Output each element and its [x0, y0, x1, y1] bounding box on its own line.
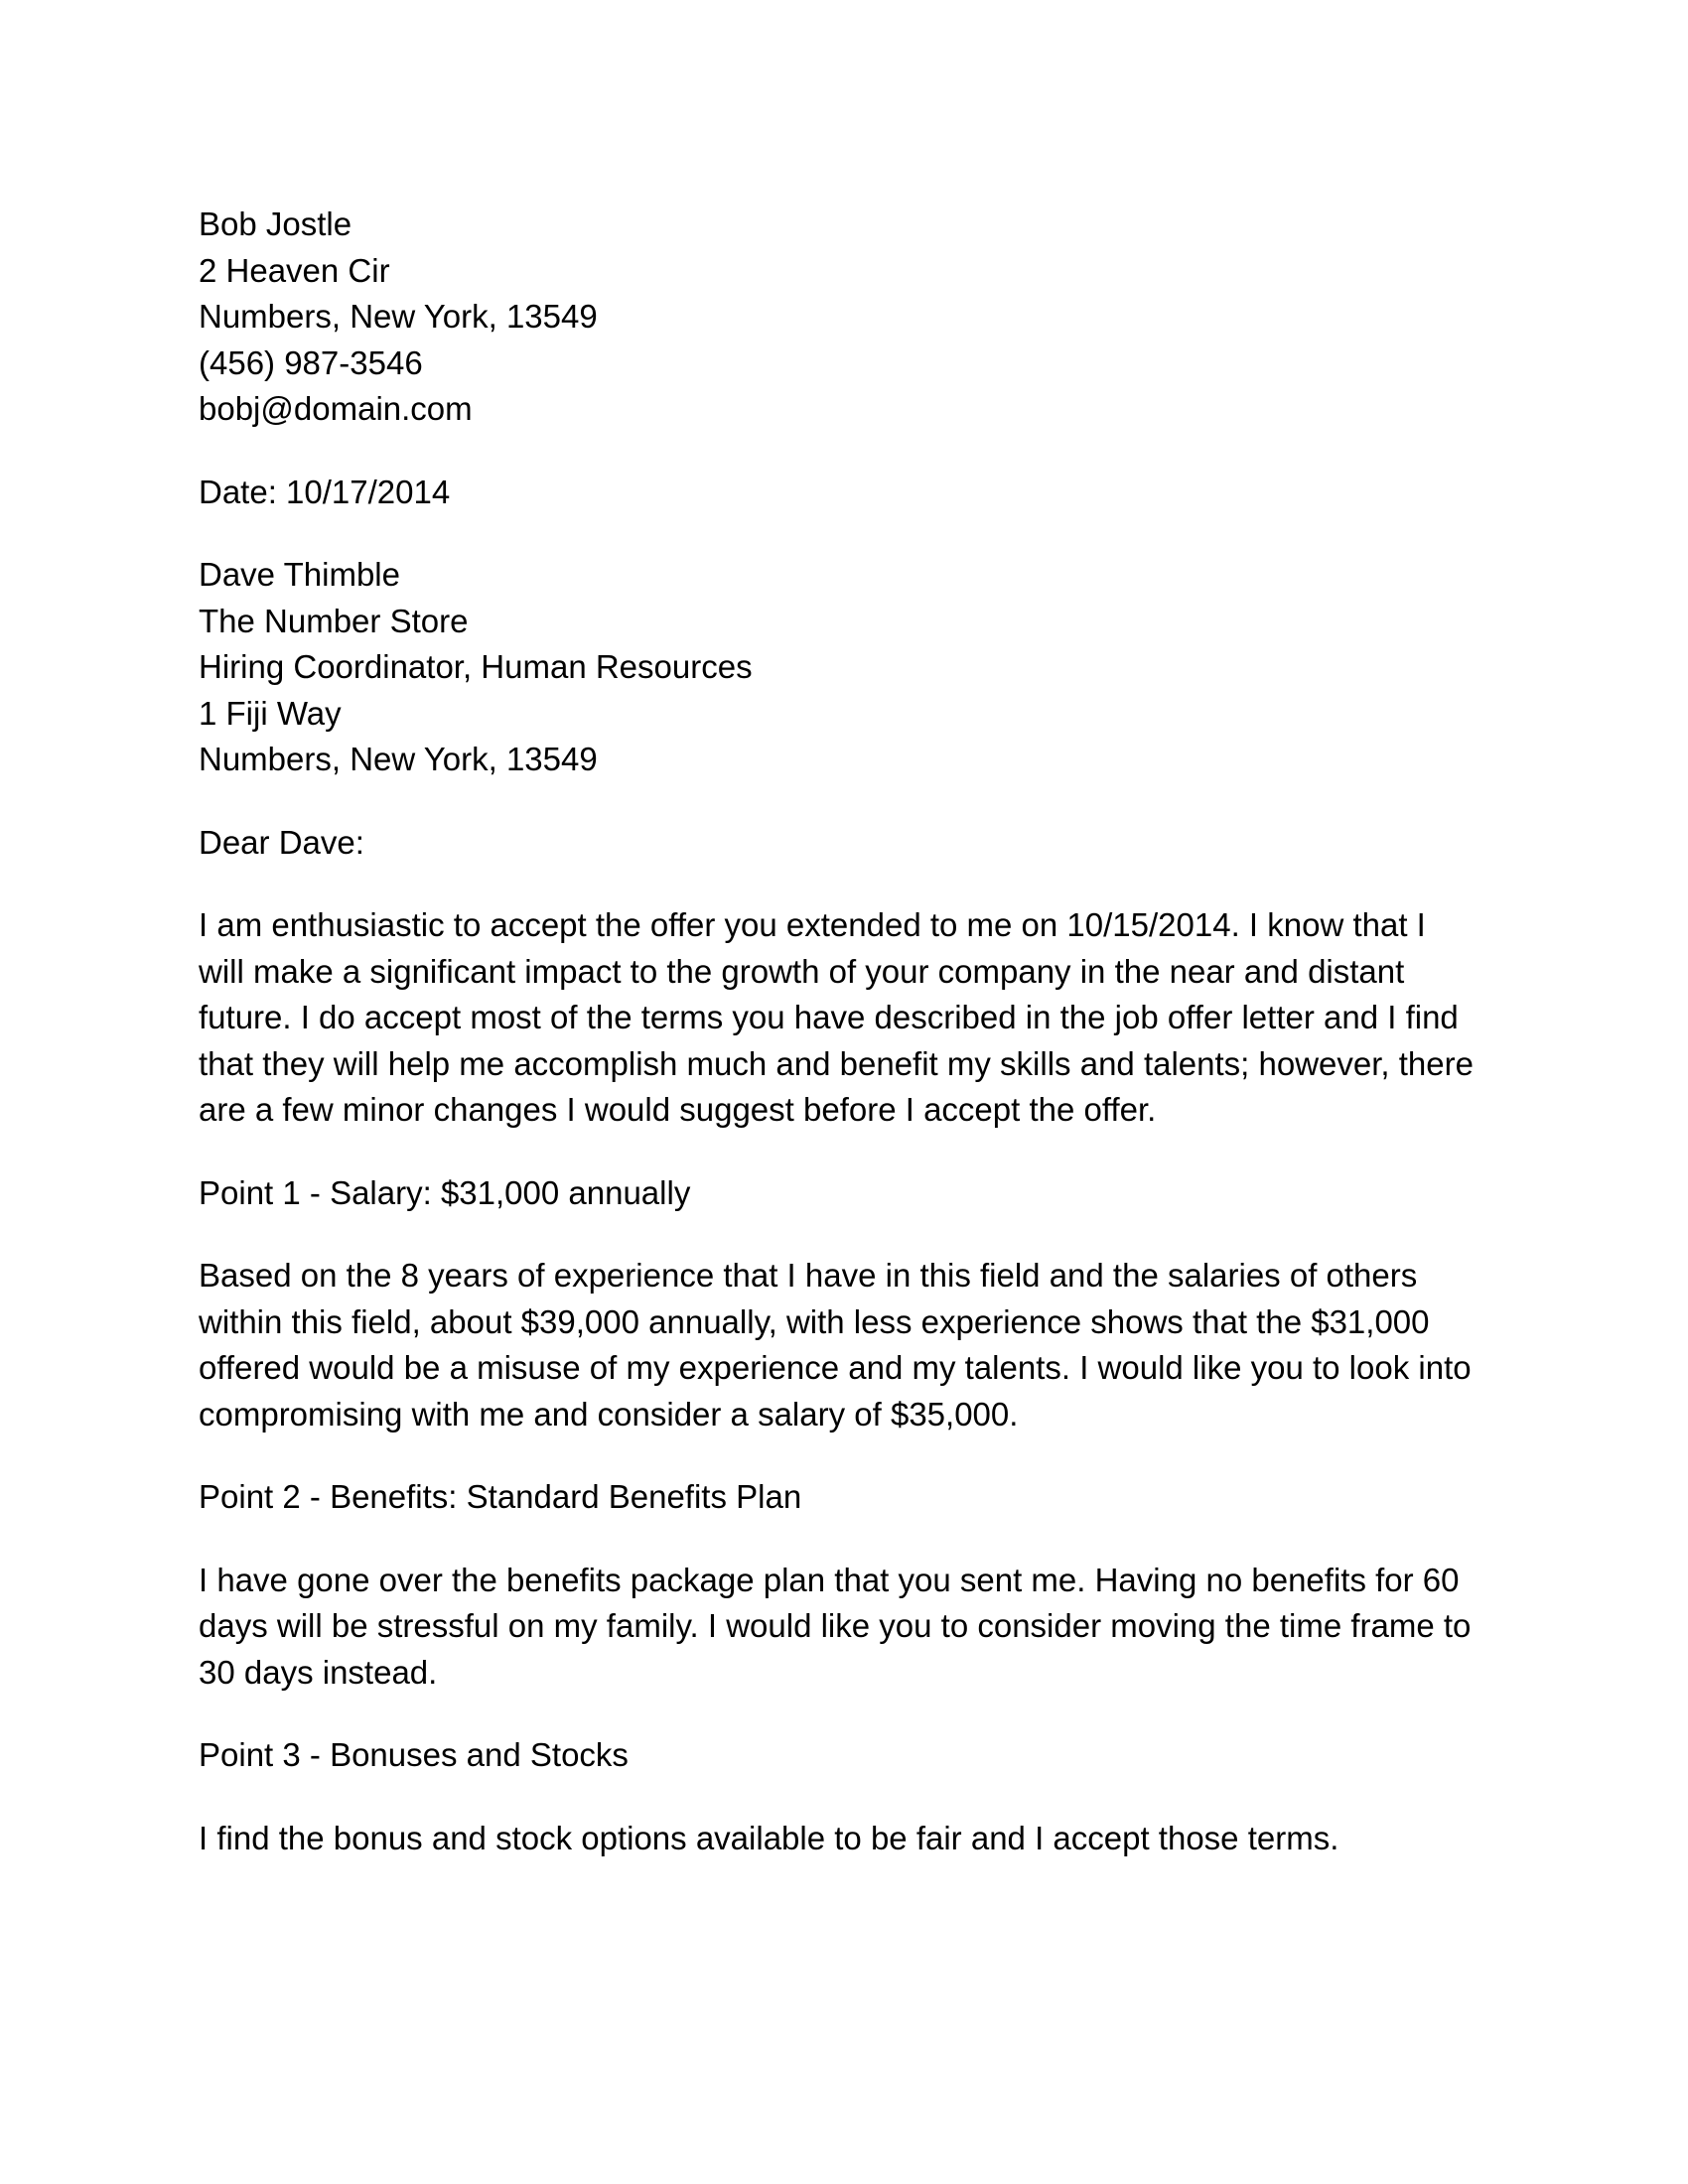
sender-phone: (456) 987-3546 — [199, 343, 423, 381]
point-2-line: 30 days instead. — [199, 1653, 438, 1691]
sender-email: bobj@domain.com — [199, 390, 473, 427]
point-3-heading-block — [199, 1732, 1499, 1779]
point-1-heading: Point 1 - Salary: $31,000 annually — [199, 1173, 691, 1211]
point-2-line: I have gone over the benefits package plan that you sent me. Having no benefits for 60 — [199, 1561, 1460, 1598]
sender-address-block — [199, 202, 1499, 433]
intro-line: are a few minor changes I would suggest before I accept the offer. — [199, 1091, 1157, 1128]
point-2-paragraph — [199, 1558, 1499, 1697]
recipient-city-state-zip: Numbers, New York, 13549 — [199, 741, 598, 777]
date-block — [199, 470, 1499, 516]
point-2-line: days will be stressful on my family. I would like you to consider moving the time frame to — [199, 1607, 1472, 1644]
point-3-line: I find the bonus and stock options available to be fair and I accept those terms. — [199, 1819, 1339, 1856]
recipient-street: 1 Fiji Way — [199, 694, 342, 732]
letter-date: Date: 10/17/2014 — [199, 473, 451, 510]
salutation: Dear Dave: — [199, 823, 364, 861]
point-1-line: within this field, about $39,000 annually, with less experience shows that the $31,000 — [199, 1302, 1430, 1340]
point-2-heading: Point 2 - Benefits: Standard Benefits Plan — [199, 1478, 802, 1515]
letter-body — [199, 202, 1499, 1898]
point-1-paragraph — [199, 1253, 1499, 1437]
intro-line: I am enthusiastic to accept the offer you extended to me on 10/15/2014. I know that I — [199, 906, 1426, 943]
recipient-title: Hiring Coordinator, Human Resources — [199, 648, 753, 685]
sender-city-state-zip: Numbers, New York, 13549 — [199, 298, 598, 335]
salutation-block — [199, 820, 1499, 867]
intro-line: that they will help me accomplish much and benefit my skills and talents; however, there — [199, 1044, 1474, 1082]
recipient-name: Dave Thimble — [199, 556, 400, 593]
point-3-heading: Point 3 - Bonuses and Stocks — [199, 1736, 629, 1773]
sender-name: Bob Jostle — [199, 205, 352, 242]
point-2-heading-block — [199, 1474, 1499, 1521]
intro-line: will make a significant impact to the growth of your company in the near and distant — [199, 952, 1405, 990]
intro-line: future. I do accept most of the terms you have described in the job offer letter and I find — [199, 999, 1459, 1035]
point-1-line: offered would be a misuse of my experience and my talents. I would like you to look into — [199, 1349, 1472, 1386]
recipient-company: The Number Store — [199, 602, 469, 639]
point-3-paragraph — [199, 1816, 1499, 1862]
intro-paragraph — [199, 902, 1499, 1134]
point-1-line: compromising with me and consider a salary of $35,000. — [199, 1395, 1019, 1433]
point-1-line: Based on the 8 years of experience that I have in this field and the salaries of others — [199, 1257, 1418, 1294]
sender-street: 2 Heaven Cir — [199, 251, 390, 289]
point-1-heading-block — [199, 1170, 1499, 1217]
recipient-address-block — [199, 552, 1499, 783]
